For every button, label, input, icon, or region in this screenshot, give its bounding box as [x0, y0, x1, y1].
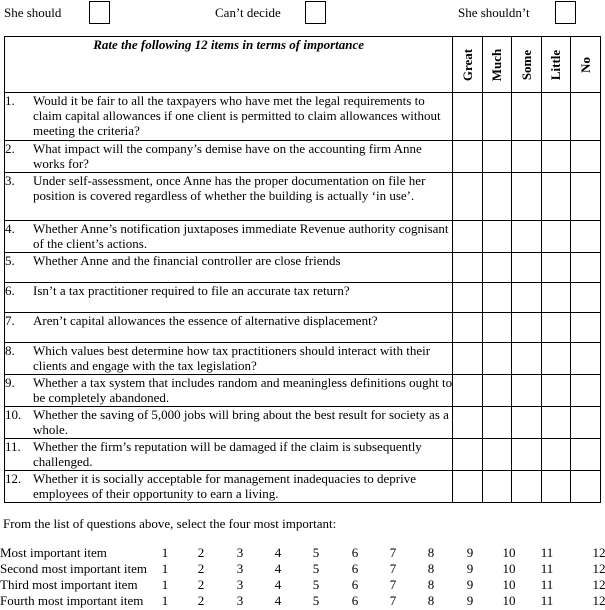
- ranking-row: [0, 545, 605, 561]
- rating-cell-little[interactable]: [541, 173, 571, 221]
- rating-cell-much[interactable]: [482, 283, 512, 313]
- ranking-option[interactable]: 11: [540, 593, 554, 608]
- rating-cell-much[interactable]: [482, 407, 512, 439]
- rating-cell-some[interactable]: [512, 471, 542, 503]
- rating-cell-little[interactable]: [541, 221, 571, 253]
- rating-cell-no[interactable]: [571, 439, 601, 471]
- ranking-option[interactable]: 12: [592, 545, 605, 560]
- ranking-option[interactable]: 3: [236, 593, 244, 608]
- rating-cell-no[interactable]: [571, 221, 601, 253]
- ranking-option[interactable]: 9: [466, 545, 474, 560]
- rating-cell-great[interactable]: [453, 343, 483, 375]
- rating-cell-great[interactable]: [453, 313, 483, 343]
- rating-cell-no[interactable]: [571, 471, 601, 503]
- rating-cell-great[interactable]: [453, 283, 483, 313]
- ranking-option[interactable]: 8: [427, 545, 435, 560]
- question-text: Under self-assessment, once Anne has the proper documentation on file her position is covered regardless of whether the building is actually ‘in use’.: [33, 173, 426, 203]
- rating-cell-much[interactable]: [482, 471, 512, 503]
- rating-cell-much[interactable]: [482, 313, 512, 343]
- ranking-option[interactable]: 8: [427, 577, 435, 592]
- rating-cell-some[interactable]: [512, 439, 542, 471]
- ranking-row: [0, 561, 605, 577]
- rating-cell-some[interactable]: [512, 141, 542, 173]
- rating-cell-little[interactable]: [541, 253, 571, 283]
- rating-cell-little[interactable]: [541, 375, 571, 407]
- ranking-option[interactable]: 4: [274, 561, 282, 576]
- table-row: [5, 407, 601, 439]
- rating-cell-some[interactable]: [512, 93, 542, 141]
- rating-cell-some[interactable]: [512, 221, 542, 253]
- ranking-option[interactable]: 1: [161, 561, 169, 576]
- rating-cell-little[interactable]: [541, 283, 571, 313]
- rating-cell-no[interactable]: [571, 343, 601, 375]
- table-row: [5, 93, 601, 141]
- question-cell: [5, 173, 453, 221]
- ranking-option[interactable]: 5: [312, 561, 320, 576]
- ranking-option[interactable]: 9: [466, 577, 474, 592]
- ranking-option[interactable]: 3: [236, 545, 244, 560]
- question-text: Which values best determine how tax practitioners should interact with their clients and engage with the tax legislation?: [33, 343, 431, 373]
- rating-table-header-row: [5, 37, 601, 93]
- decision-options: [0, 0, 605, 30]
- rating-cell-no[interactable]: [571, 375, 601, 407]
- checkbox-shouldnt[interactable]: [555, 1, 576, 24]
- ranking-option[interactable]: 7: [389, 545, 397, 560]
- ranking-option[interactable]: 9: [466, 593, 474, 608]
- checkbox-should[interactable]: [89, 1, 110, 24]
- ranking-option[interactable]: 5: [312, 593, 320, 608]
- ranking-option[interactable]: 7: [389, 577, 397, 592]
- table-row: [5, 173, 601, 221]
- table-row: [5, 221, 601, 253]
- ranking-row-label: Second most important item: [0, 561, 147, 576]
- question-text: Whether a tax system that includes random and meaningless definitions ought to be completely abandoned.: [33, 375, 453, 405]
- question-text: Aren’t capital allowances the essence of alternative displacement?: [33, 313, 378, 328]
- question-cell: [5, 343, 453, 375]
- question-text: Whether the firm’s reputation will be damaged if the claim is subsequently challenged.: [33, 439, 422, 469]
- rating-cell-little[interactable]: [541, 439, 571, 471]
- question-cell: [5, 439, 453, 471]
- ranking-option[interactable]: 12: [592, 561, 605, 576]
- question-cell: [5, 221, 453, 253]
- rating-cell-much[interactable]: [482, 221, 512, 253]
- ranking-row: [0, 577, 605, 593]
- question-cell: [5, 283, 453, 313]
- ranking-option[interactable]: 2: [197, 577, 205, 592]
- question-number: 9.: [5, 375, 15, 390]
- rating-cell-great[interactable]: [453, 141, 483, 173]
- ranking-option[interactable]: 4: [274, 577, 282, 592]
- question-cell: [5, 141, 453, 173]
- question-text: Whether Anne and the financial controller are close friends: [33, 253, 341, 268]
- rating-cell-great[interactable]: [453, 439, 483, 471]
- ranking-option[interactable]: 4: [274, 593, 282, 608]
- rating-cell-no[interactable]: [571, 93, 601, 141]
- table-row: [5, 439, 601, 471]
- question-number: 11.: [5, 439, 21, 454]
- rating-cell-much[interactable]: [482, 93, 512, 141]
- rating-cell-some[interactable]: [512, 375, 542, 407]
- rating-table-body: [5, 93, 601, 503]
- question-cell: [5, 407, 453, 439]
- ranking-instruction: From the list of questions above, select the four most important:: [3, 516, 337, 531]
- ranking-option[interactable]: 1: [161, 545, 169, 560]
- question-number: 10.: [5, 407, 22, 422]
- rating-cell-little[interactable]: [541, 313, 571, 343]
- ranking-row-label: Most important item: [0, 545, 107, 560]
- ranking-option[interactable]: 6: [351, 545, 359, 560]
- option-label-should: She should: [4, 5, 62, 20]
- ranking-row-label: Third most important item: [0, 577, 138, 592]
- rating-cell-much[interactable]: [482, 173, 512, 221]
- rating-cell-great[interactable]: [453, 375, 483, 407]
- scale-header-no: No: [571, 37, 601, 93]
- option-label-cant-decide: Can’t decide: [215, 5, 281, 20]
- table-row: [5, 343, 601, 375]
- rating-cell-much[interactable]: [482, 343, 512, 375]
- ranking-option[interactable]: 5: [312, 577, 320, 592]
- table-row: [5, 283, 601, 313]
- question-number: 6.: [5, 283, 15, 298]
- ranking-option[interactable]: 6: [351, 577, 359, 592]
- table-row: [5, 375, 601, 407]
- ranking-option[interactable]: 11: [540, 545, 554, 560]
- ranking-option[interactable]: 6: [351, 561, 359, 576]
- rating-table: [4, 36, 601, 503]
- rating-cell-no[interactable]: [571, 173, 601, 221]
- question-number: 3.: [5, 173, 15, 188]
- rating-cell-some[interactable]: [512, 173, 542, 221]
- question-number: 2.: [5, 141, 15, 156]
- question-cell: [5, 375, 453, 407]
- rating-cell-great[interactable]: [453, 221, 483, 253]
- rating-cell-some[interactable]: [512, 253, 542, 283]
- ranking-row: [0, 593, 605, 609]
- scale-header-much: Much: [482, 37, 512, 93]
- ranking-option[interactable]: 6: [351, 593, 359, 608]
- ranking-option[interactable]: 12: [592, 593, 605, 608]
- ranking-option[interactable]: 10: [502, 561, 516, 576]
- scale-header-little: Little: [541, 37, 571, 93]
- rating-cell-little[interactable]: [541, 407, 571, 439]
- ranking-option[interactable]: 7: [389, 561, 397, 576]
- ranking-option[interactable]: 2: [197, 545, 205, 560]
- ranking-option[interactable]: 8: [427, 561, 435, 576]
- rating-cell-little[interactable]: [541, 141, 571, 173]
- ranking-option[interactable]: 9: [466, 561, 474, 576]
- ranking-option[interactable]: 2: [197, 561, 205, 576]
- question-text: Whether it is socially acceptable for management inadequacies to deprive employees of their opportunity to earn a living.: [33, 471, 416, 501]
- question-cell: [5, 313, 453, 343]
- rating-cell-great[interactable]: [453, 253, 483, 283]
- ranking-option[interactable]: 11: [540, 577, 554, 592]
- rating-cell-much[interactable]: [482, 253, 512, 283]
- rating-cell-much[interactable]: [482, 375, 512, 407]
- rating-cell-great[interactable]: [453, 93, 483, 141]
- question-text: Isn’t a tax practitioner required to file an accurate tax return?: [33, 283, 350, 298]
- question-cell: [5, 253, 453, 283]
- question-number: 8.: [5, 343, 15, 358]
- question-text: Would it be fair to all the taxpayers who have met the legal requirements to claim capital allowances if one client is permitted to claim allowances without meeting the criteria?: [33, 93, 441, 138]
- ranking-option[interactable]: 5: [312, 545, 320, 560]
- question-number: 12.: [5, 471, 22, 486]
- rating-cell-no[interactable]: [571, 407, 601, 439]
- question-cell: [5, 471, 453, 503]
- rating-cell-some[interactable]: [512, 407, 542, 439]
- rating-cell-some[interactable]: [512, 343, 542, 375]
- rating-table-title: Rate the following 12 items in terms of importance: [5, 37, 453, 93]
- question-text: What impact will the company’s demise have on the accounting firm Anne works for?: [33, 141, 422, 171]
- option-label-shouldnt: She shouldn’t: [458, 5, 530, 20]
- question-text: Whether Anne’s notification juxtaposes immediate Revenue authority cognisant of the client’s actions.: [33, 221, 449, 251]
- ranking-option[interactable]: 10: [502, 545, 516, 560]
- ranking-row-label: Fourth most important item: [0, 593, 144, 608]
- question-cell: [5, 93, 453, 141]
- rating-cell-no[interactable]: [571, 141, 601, 173]
- ranking-option[interactable]: 7: [389, 593, 397, 608]
- scale-header-great: Great: [453, 37, 483, 93]
- rating-cell-great[interactable]: [453, 173, 483, 221]
- ranking-option[interactable]: 8: [427, 593, 435, 608]
- table-row: [5, 141, 601, 173]
- ranking-option[interactable]: 10: [502, 593, 516, 608]
- ranking-option[interactable]: 3: [236, 561, 244, 576]
- rating-cell-little[interactable]: [541, 93, 571, 141]
- table-row: [5, 253, 601, 283]
- ranking-option[interactable]: 2: [197, 593, 205, 608]
- rating-cell-much[interactable]: [482, 141, 512, 173]
- table-row: [5, 471, 601, 503]
- rating-cell-little[interactable]: [541, 471, 571, 503]
- rating-cell-no[interactable]: [571, 283, 601, 313]
- rating-cell-little[interactable]: [541, 343, 571, 375]
- rating-cell-great[interactable]: [453, 407, 483, 439]
- rating-cell-much[interactable]: [482, 439, 512, 471]
- table-row: [5, 313, 601, 343]
- ranking-option[interactable]: 3: [236, 577, 244, 592]
- ranking-option[interactable]: 4: [274, 545, 282, 560]
- ranking-option[interactable]: 1: [161, 593, 169, 608]
- rating-cell-some[interactable]: [512, 283, 542, 313]
- question-number: 5.: [5, 253, 15, 268]
- rating-cell-some[interactable]: [512, 313, 542, 343]
- rating-cell-great[interactable]: [453, 471, 483, 503]
- question-number: 1.: [5, 93, 15, 108]
- scale-header-some: Some: [512, 37, 542, 93]
- rating-cell-no[interactable]: [571, 253, 601, 283]
- ranking-option[interactable]: 1: [161, 577, 169, 592]
- question-number: 7.: [5, 313, 15, 328]
- ranking-option[interactable]: 10: [502, 577, 516, 592]
- ranking-option[interactable]: 11: [540, 561, 554, 576]
- rating-cell-no[interactable]: [571, 313, 601, 343]
- question-number: 4.: [5, 221, 15, 236]
- ranking-option[interactable]: 12: [592, 577, 605, 592]
- checkbox-cant-decide[interactable]: [305, 1, 326, 24]
- question-text: Whether the saving of 5,000 jobs will bring about the best result for society as a whole.: [33, 407, 449, 437]
